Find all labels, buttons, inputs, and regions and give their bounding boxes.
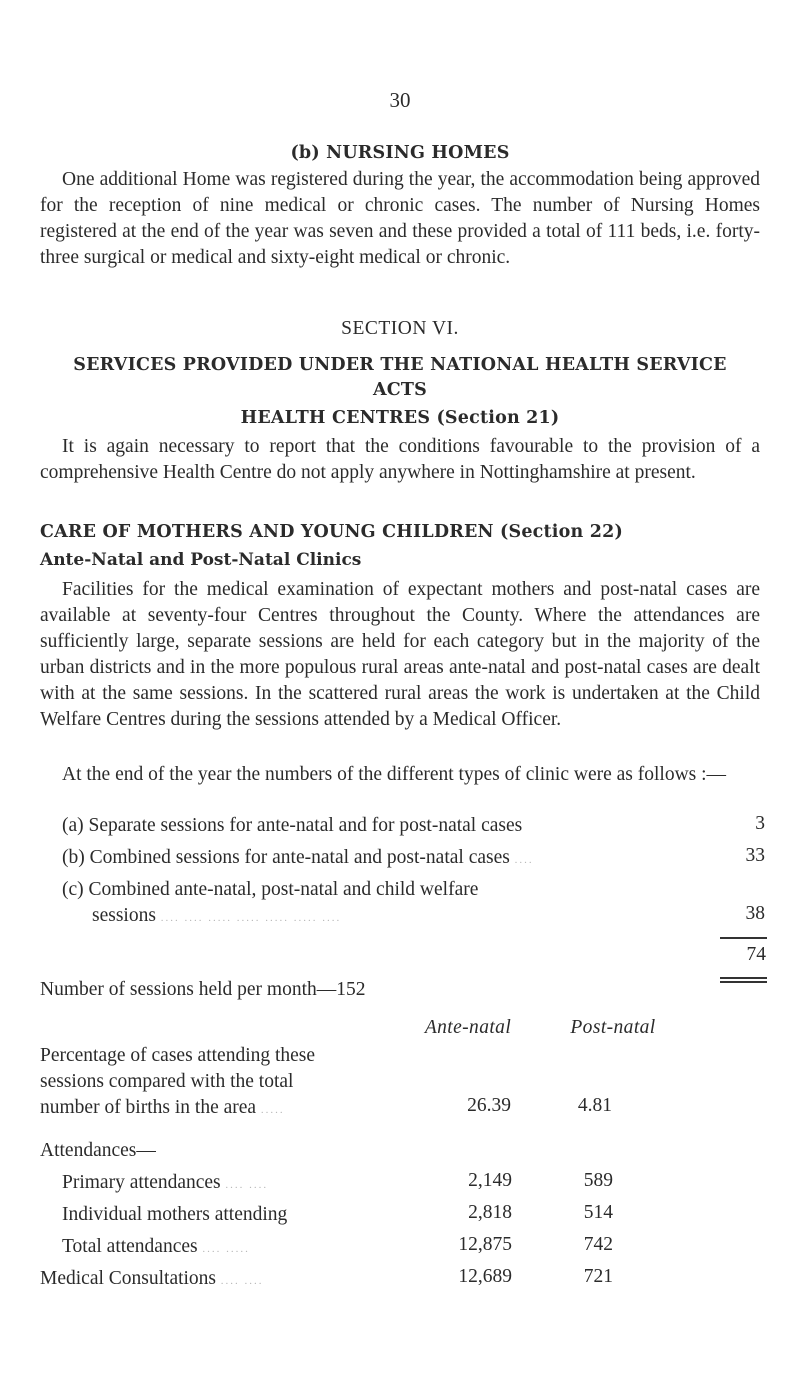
leader-dots: .... [509,854,534,866]
clinic-type-label: (b) Combined sessions for ante-natal and post-natal cases [62,847,510,868]
sessions-per-month: Number of sessions held per month—152 [40,979,366,1000]
subtotal-rule [720,937,767,939]
section-title: SECTION VI. [341,318,459,339]
percentage-label-line1: Percentage of cases attending these [40,1045,316,1066]
clinics-subheading: Ante-Natal and Post-Natal Clinics [40,550,362,570]
section-heading-line1: SERVICES PROVIDED UNDER THE NATIONAL HEALTH SERVICE [73,355,727,375]
care-heading: CARE OF MOTHERS AND YOUNG CHILDREN (Section 22) [40,522,623,542]
clinic-type-value: 33 [745,845,765,866]
table-row-label: Primary attendances .... .... [62,1172,269,1193]
column-header-ante-natal: Ante-natal [424,1017,512,1038]
table-cell-ante-natal: 2,149 [468,1170,512,1191]
clinic-types-intro: At the end of the year the numbers of the different types of clinic were as follows :— [62,764,727,785]
total-double-rule-top [720,977,767,979]
nursing-homes-paragraph: One additional Home was registered during the year, the accommodation being approved for the reception of nine medical or chronic cases. The number of Nursing Homes registered at the end of the year was seven and these provided a total of 111 beds, i.e. forty-three surgical or medical and sixty-eight medical or chronic. [40,169,760,268]
table-row-label: Total attendances .... ..... [62,1236,250,1257]
table-cell-ante-natal: 2,818 [468,1202,512,1223]
page-number: 30 [389,88,411,112]
leader-dots: .... .... ..... ..... ..... ..... .... [155,912,342,924]
leader-dots: .... .... [220,1179,269,1191]
clinic-type-label: (a) Separate sessions for ante-natal and for post-natal cases [62,815,523,836]
clinic-total: 74 [746,944,766,965]
clinic-type-item [62,813,522,839]
nursing-homes-heading: (b) NURSING HOMES [290,143,510,163]
clinic-type-label: sessions [92,905,156,926]
section-heading-line2: ACTS [373,380,427,400]
table-cell-ante-natal: 12,689 [458,1266,512,1287]
clinic-type-item [62,877,478,903]
health-centres-heading: HEALTH CENTRES (Section 21) [240,408,560,428]
clinic-type-item-continued [92,903,341,931]
total-double-rule-bottom [720,981,767,983]
percentage-label-line3: number of births in the area ..... [40,1097,285,1118]
table-row-label: Medical Consultations .... .... [40,1268,264,1289]
clinic-type-value: 3 [755,813,765,834]
table-cell-post-natal: 742 [583,1234,613,1255]
health-centres-paragraph: It is again necessary to report that the conditions favourable to the provision of a comprehensive Health Centre do not apply anywhere in Nottinghamshire at present. [40,436,760,483]
table-cell-post-natal: 514 [583,1202,613,1223]
leader-dots: .... .... [216,1275,264,1287]
table-cell-post-natal: 721 [583,1266,613,1287]
table-row-label: Individual mothers attending [62,1204,288,1225]
column-header-post-natal: Post-natal [570,1017,656,1038]
percentage-post-natal: 4.81 [577,1095,612,1116]
leader-dots: .... ..... [197,1243,250,1255]
attendances-heading: Attendances— [40,1140,156,1161]
clinic-type-label: (c) Combined ante-natal, post-natal and child welfare [62,879,479,900]
clinics-paragraph: Facilities for the medical examination of expectant mothers and post-natal cases are available at seventy-four Centres throughout the County. Where the attendances are sufficiently large, separate sessions are held for each category but in the majority of the urban districts and in the more populous rural areas ante-natal and post-natal cases are dealt with at the same sessions. In the scattered rural areas the work is undertaken at the Child Welfare Centres during the sessions attended by a Medical Officer. [40,579,760,730]
clinic-type-value: 38 [745,903,765,924]
percentage-label-line2: sessions compared with the total [40,1071,294,1092]
table-cell-post-natal: 589 [583,1170,613,1191]
percentage-ante-natal: 26.39 [467,1095,511,1116]
clinic-type-item [62,845,534,873]
table-cell-ante-natal: 12,875 [458,1234,512,1255]
leader-dots: ..... [256,1104,285,1116]
